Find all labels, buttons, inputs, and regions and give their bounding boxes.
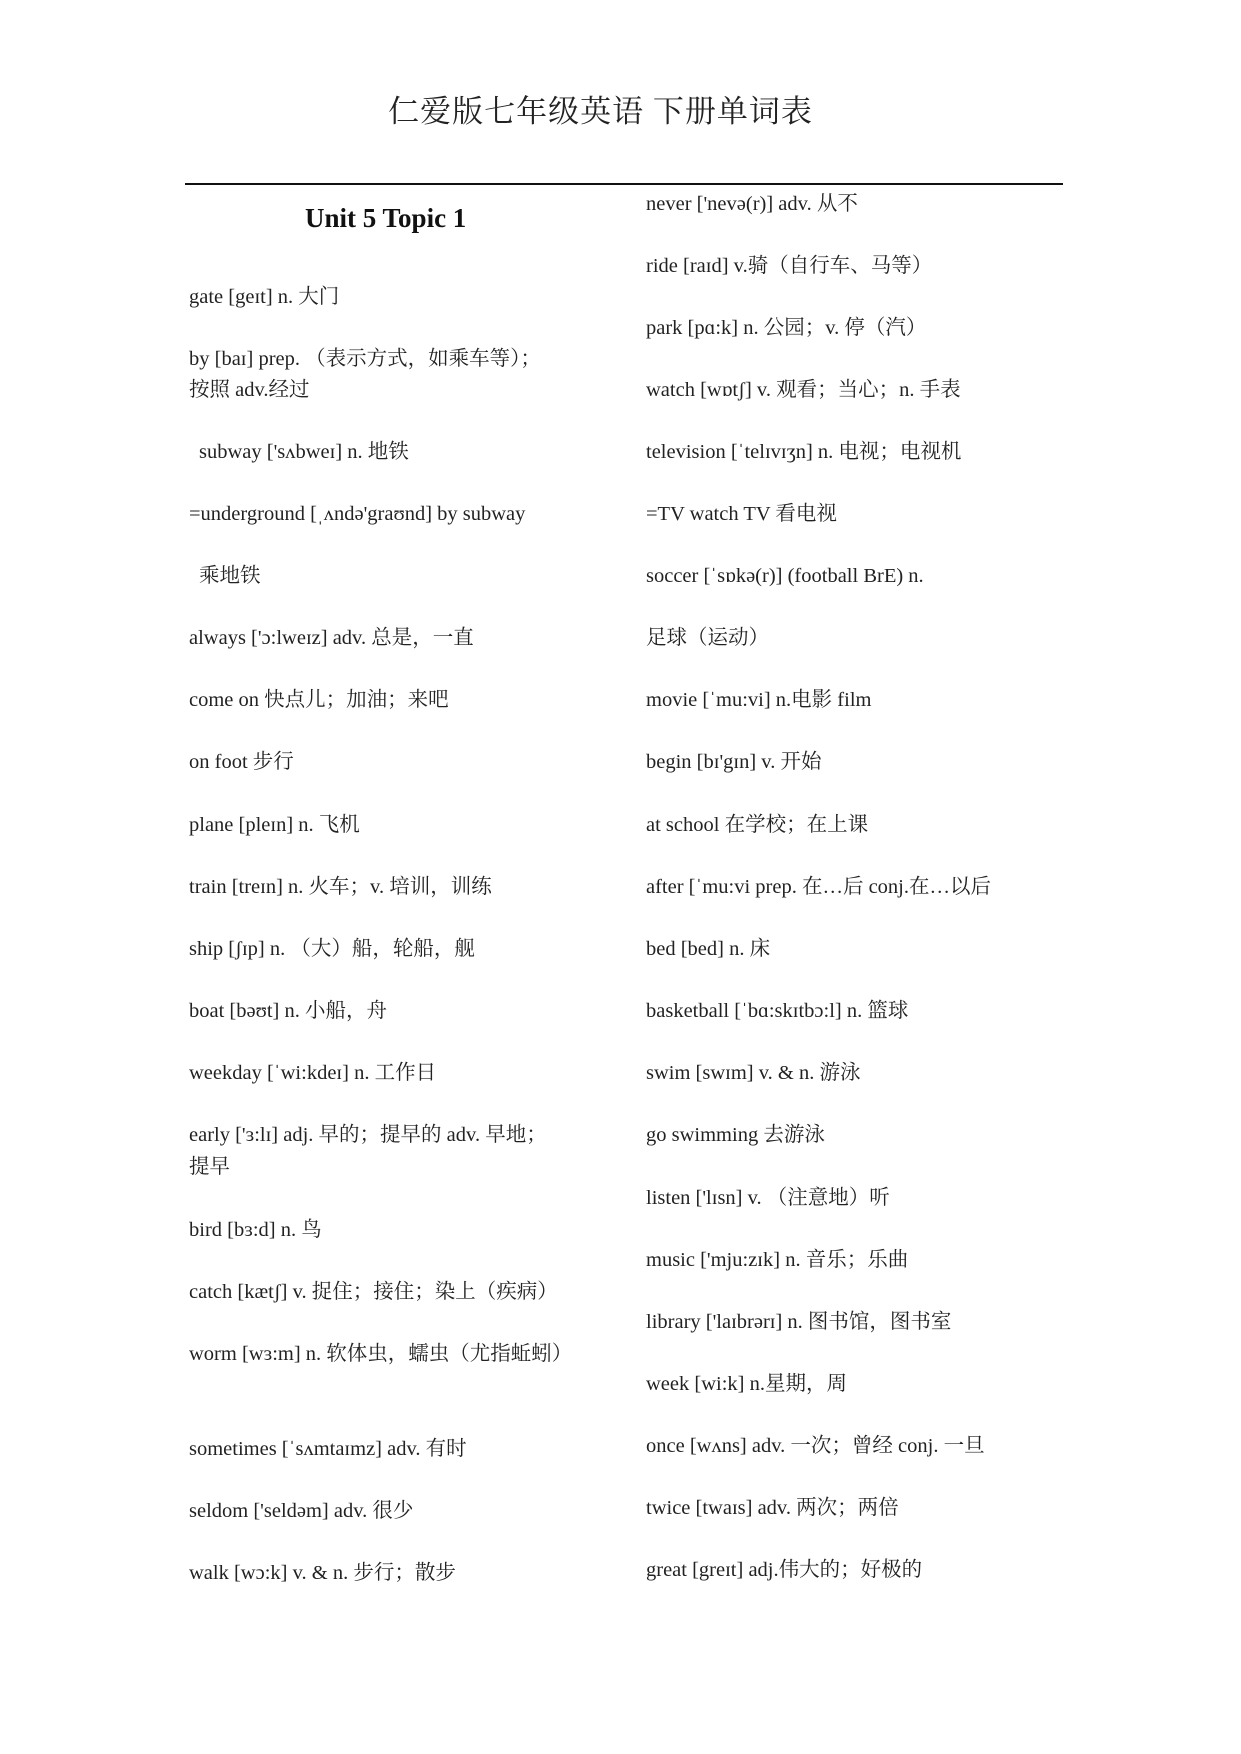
title-rule xyxy=(185,183,1063,185)
vocab-entry: at school 在学校；在上课 xyxy=(646,814,869,836)
vocab-entry: bird [bɜ:d] n. 鸟 xyxy=(189,1219,322,1241)
vocab-entry: bed [bed] n. 床 xyxy=(646,938,771,960)
vocab-entry-continued: 按照 adv.经过 xyxy=(189,379,310,401)
vocab-entry: by [baɪ] prep. （表示方式，如乘车等）； xyxy=(189,348,541,370)
section-heading: Unit 5 Topic 1 xyxy=(305,203,467,233)
vocab-entry: gate [geɪt] n. 大门 xyxy=(189,286,340,308)
vocab-entry: =TV watch TV 看电视 xyxy=(646,503,837,525)
vocab-entry: twice [twaɪs] adv. 两次；两倍 xyxy=(646,1497,899,1519)
vocab-entry: early ['ɜ:lɪ] adj. 早的；提早的 adv. 早地； xyxy=(189,1124,547,1146)
vocab-entry: movie [ˈmu:vi] n.电影 film xyxy=(646,689,872,711)
vocab-entry: never ['nevə(r)] adv. 从不 xyxy=(646,193,858,215)
vocab-entry: =underground [ˌʌndə'graʊnd] by subway xyxy=(189,503,526,525)
vocab-entry: watch [wɒtʃ] v. 观看；当心；n. 手表 xyxy=(646,379,961,401)
vocab-entry: ship [ʃɪp] n. （大）船，轮船，舰 xyxy=(189,938,475,960)
vocab-entry: ride [raɪd] v.骑（自行车、马等） xyxy=(646,255,933,277)
vocab-entry: worm [wɜ:m] n. 软体虫，蠕虫（尤指蚯蚓） xyxy=(189,1343,573,1365)
vocab-entry: weekday [ˈwi:kdeɪ] n. 工作日 xyxy=(189,1062,437,1084)
vocab-entry: swim [swɪm] v. & n. 游泳 xyxy=(646,1062,861,1084)
vocab-entry: catch [kætʃ] v. 捉住；接住；染上（疾病） xyxy=(189,1281,558,1303)
document-title: 仁爱版七年级英语 下册单词表 xyxy=(388,94,813,129)
vocab-entry-continued: 乘地铁 xyxy=(199,565,261,587)
vocab-entry-continued: 足球（运动） xyxy=(646,627,769,649)
vocab-entry: sometimes [ˈsʌmtaɪmz] adv. 有时 xyxy=(189,1438,467,1460)
vocab-entry: seldom ['seldəm] adv. 很少 xyxy=(189,1500,414,1522)
vocab-entry: after [ˈmu:vi prep. 在…后 conj.在…以后 xyxy=(646,876,992,898)
vocab-entry: walk [wɔ:k] v. & n. 步行；散步 xyxy=(189,1562,456,1584)
vocab-entry: once [wʌns] adv. 一次；曾经 conj. 一旦 xyxy=(646,1435,985,1457)
vocab-entry: boat [bəʊt] n. 小船，舟 xyxy=(189,1000,387,1022)
vocab-entry: come on 快点儿；加油；来吧 xyxy=(189,689,449,711)
vocab-entry: great [greɪt] adj.伟大的；好极的 xyxy=(646,1559,923,1581)
vocab-entry: listen ['lɪsn] v. （注意地）听 xyxy=(646,1187,890,1209)
vocab-entry: train [treɪn] n. 火车；v. 培训，训练 xyxy=(189,876,492,898)
vocab-entry: plane [pleɪn] n. 飞机 xyxy=(189,814,360,836)
vocab-entry: music ['mju:zɪk] n. 音乐；乐曲 xyxy=(646,1249,909,1271)
vocab-entry: subway ['sʌbweɪ] n. 地铁 xyxy=(199,441,409,463)
vocab-entry: basketball [ˈbɑ:skɪtbɔ:l] n. 篮球 xyxy=(646,1000,909,1022)
vocab-entry-continued: 提早 xyxy=(189,1156,230,1178)
vocab-entry: week [wi:k] n.星期，周 xyxy=(646,1373,847,1395)
vocab-entry: on foot 步行 xyxy=(189,751,294,773)
vocab-entry: go swimming 去游泳 xyxy=(646,1124,825,1146)
vocab-entry: always ['ɔ:lweɪz] adv. 总是，一直 xyxy=(189,627,474,649)
vocab-entry: begin [bɪ'gɪn] v. 开始 xyxy=(646,751,822,773)
vocab-entry: library ['laɪbrərɪ] n. 图书馆，图书室 xyxy=(646,1311,952,1333)
vocab-entry: park [pɑ:k] n. 公园；v. 停（汽） xyxy=(646,317,927,339)
vocab-entry: soccer [ˈsɒkə(r)] (football BrE) n. xyxy=(646,565,924,587)
vocab-entry: television [ˈtelɪvɪʒn] n. 电视；电视机 xyxy=(646,441,962,463)
